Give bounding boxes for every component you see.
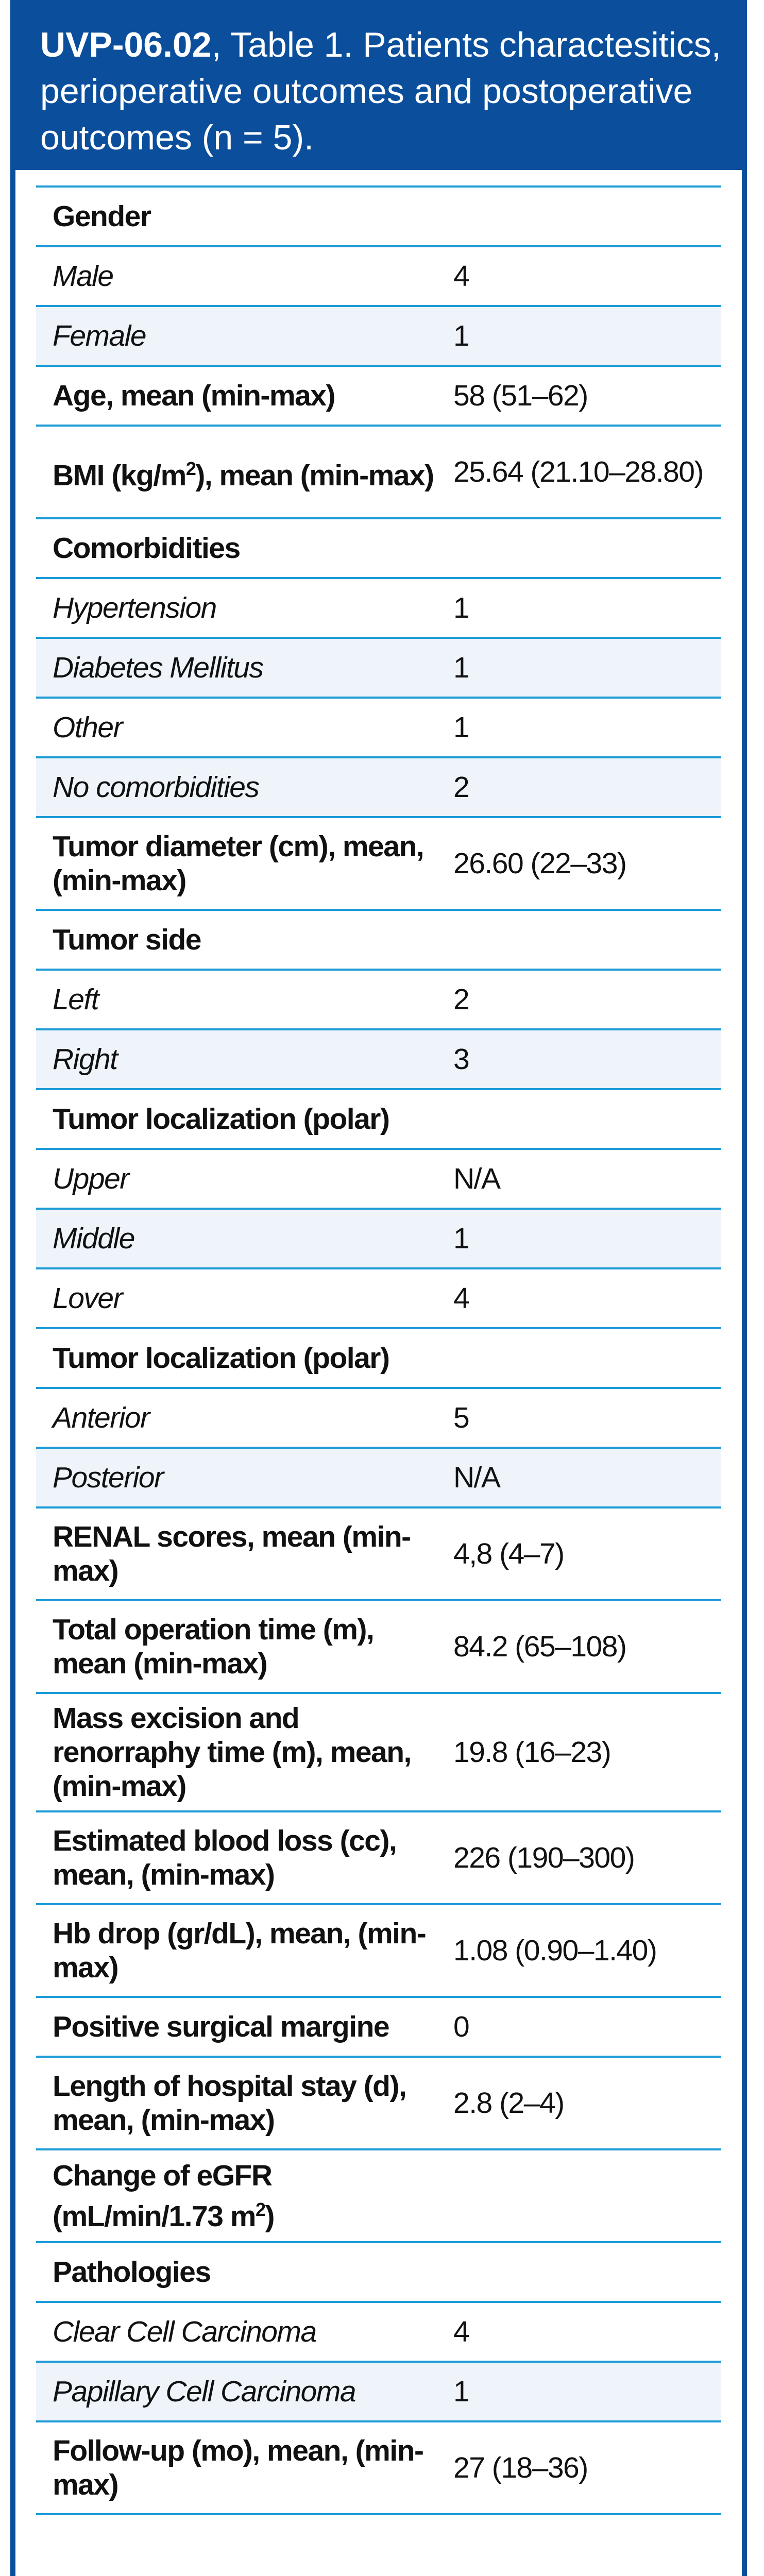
row-value: 1 xyxy=(443,1209,721,1268)
row-label: BMI $(kg/m^2)$, mean (min-max) xyxy=(36,426,443,518)
table-row xyxy=(36,1904,721,1997)
table-row xyxy=(36,638,721,698)
row-label: Mass excision and renorraphy time (m), mean, (min-max) xyxy=(36,1693,443,1811)
row-value: 1 xyxy=(443,2362,721,2421)
row-value xyxy=(443,1089,721,1149)
row-label: Positive surgical margine xyxy=(36,1997,443,2057)
row-label: Male xyxy=(36,246,443,306)
row-label: Pathologies xyxy=(36,2242,443,2302)
table-row xyxy=(36,366,721,426)
table-row xyxy=(36,1149,721,1209)
row-value: 27 (18–36) xyxy=(443,2421,721,2514)
table-row xyxy=(36,1507,721,1600)
row-label: Lover xyxy=(36,1268,443,1328)
table-row xyxy=(36,2302,721,2362)
caption-text: , Table 1. Patients charactesitics, perioperative outcomes and postoperative outcomes (n = 5). xyxy=(40,25,721,157)
row-label: Female xyxy=(36,306,443,366)
row-label: Right xyxy=(36,1029,443,1089)
table-row xyxy=(36,1268,721,1328)
row-value: 226 (190–300) xyxy=(443,1811,721,1904)
table-row xyxy=(36,2242,721,2302)
row-label: Middle xyxy=(36,1209,443,1268)
table-row xyxy=(36,817,721,910)
table-frame xyxy=(10,0,747,2576)
row-value xyxy=(443,2149,721,2242)
row-value: 3 xyxy=(443,1029,721,1089)
table-row xyxy=(36,2421,721,2514)
table-row xyxy=(36,698,721,757)
abstract-code: UVP-06.02 xyxy=(40,25,212,64)
row-value: 25.64 (21.10–28.80) xyxy=(443,426,721,518)
row-value: N/A xyxy=(443,1149,721,1209)
row-label: Total operation time (m), mean (min-max) xyxy=(36,1600,443,1693)
row-label: Anterior xyxy=(36,1388,443,1448)
table-container xyxy=(36,185,721,2515)
row-value xyxy=(443,910,721,970)
row-value: 4 xyxy=(443,246,721,306)
row-value: 5 xyxy=(443,1388,721,1448)
row-label: Tumor diameter (cm), mean, (min-max) xyxy=(36,817,443,910)
row-value: 1 xyxy=(443,638,721,698)
row-label: Follow-up (mo), mean, (min-max) xyxy=(36,2421,443,2514)
row-label: Estimated blood loss (cc), mean, (min-max) xyxy=(36,1811,443,1904)
table-row xyxy=(36,1209,721,1268)
row-label: Hypertension xyxy=(36,578,443,638)
table-row xyxy=(36,1600,721,1693)
table-row xyxy=(36,1811,721,1904)
table-row xyxy=(36,1693,721,1811)
table-row xyxy=(36,306,721,366)
row-value: 2.8 (2–4) xyxy=(443,2057,721,2149)
row-value: 4 xyxy=(443,2302,721,2362)
row-label: Change of eGFR (mL/min/1.73 $m^2$) xyxy=(36,2149,443,2242)
row-label: Gender xyxy=(36,187,443,246)
row-label: Tumor localization (polar) xyxy=(36,1328,443,1388)
row-value: 58 (51–62) xyxy=(443,366,721,426)
table-row xyxy=(36,578,721,638)
row-label: Other xyxy=(36,698,443,757)
table-row xyxy=(36,1328,721,1388)
row-value: 1 xyxy=(443,306,721,366)
table-caption xyxy=(15,0,742,170)
table-row xyxy=(36,2362,721,2421)
row-value: 0 xyxy=(443,1997,721,2057)
row-label: Length of hospital stay (d), mean, (min-max) xyxy=(36,2057,443,2149)
row-value: 2 xyxy=(443,970,721,1029)
table-row xyxy=(36,1997,721,2057)
patient-outcomes-table xyxy=(36,185,721,2515)
row-label: Posterior xyxy=(36,1448,443,1507)
table-row xyxy=(36,2057,721,2149)
row-label: Age, mean (min-max) xyxy=(36,366,443,426)
row-value: 1 xyxy=(443,578,721,638)
table-body xyxy=(36,187,721,2514)
row-label: Diabetes Mellitus xyxy=(36,638,443,698)
row-value xyxy=(443,187,721,246)
row-value: 26.60 (22–33) xyxy=(443,817,721,910)
table-row xyxy=(36,1448,721,1507)
row-value: 1.08 (0.90–1.40) xyxy=(443,1904,721,1997)
row-label: Comorbidities xyxy=(36,518,443,578)
row-value: 1 xyxy=(443,698,721,757)
table-row xyxy=(36,246,721,306)
row-value: 19.8 (16–23) xyxy=(443,1693,721,1811)
table-row xyxy=(36,1388,721,1448)
row-label: Upper xyxy=(36,1149,443,1209)
table-row xyxy=(36,187,721,246)
row-value: 4,8 (4–7) xyxy=(443,1507,721,1600)
row-value: 2 xyxy=(443,757,721,817)
row-value xyxy=(443,1328,721,1388)
row-value xyxy=(443,518,721,578)
row-label: No comorbidities xyxy=(36,757,443,817)
table-row xyxy=(36,970,721,1029)
row-label: Papillary Cell Carcinoma xyxy=(36,2362,443,2421)
table-row xyxy=(36,1089,721,1149)
table-row xyxy=(36,2149,721,2242)
row-label: Hb drop (gr/dL), mean, (min-max) xyxy=(36,1904,443,1997)
row-label: Left xyxy=(36,970,443,1029)
table-row xyxy=(36,518,721,578)
table-row xyxy=(36,1029,721,1089)
table-row xyxy=(36,426,721,518)
row-label: Tumor side xyxy=(36,910,443,970)
row-value: N/A xyxy=(443,1448,721,1507)
row-value xyxy=(443,2242,721,2302)
row-label: RENAL scores, mean (min-max) xyxy=(36,1507,443,1600)
table-row xyxy=(36,910,721,970)
table-row xyxy=(36,757,721,817)
row-label: Tumor localization (polar) xyxy=(36,1089,443,1149)
row-value: 4 xyxy=(443,1268,721,1328)
row-value: 84.2 (65–108) xyxy=(443,1600,721,1693)
row-label: Clear Cell Carcinoma xyxy=(36,2302,443,2362)
